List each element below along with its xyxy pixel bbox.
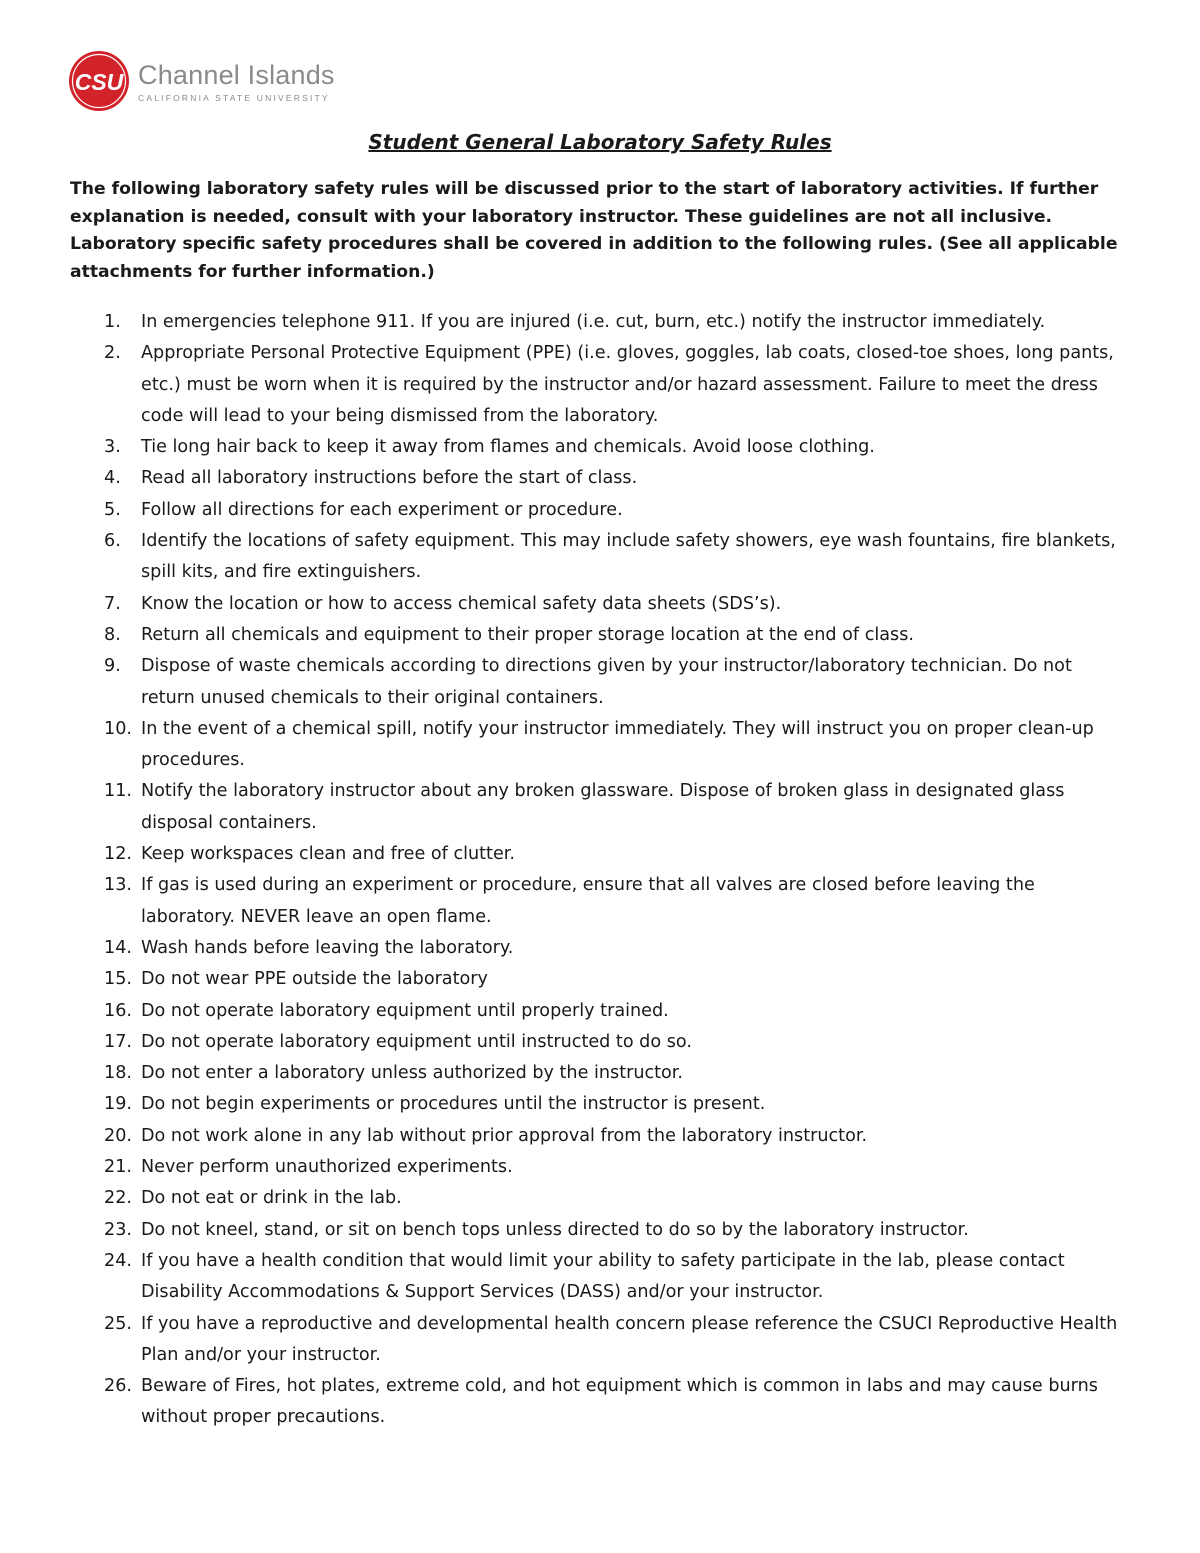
rule-number: 26. bbox=[104, 1376, 132, 1397]
rule-number: 20. bbox=[104, 1125, 132, 1146]
rule-item bbox=[104, 338, 1128, 432]
rule-number: 8. bbox=[104, 624, 121, 645]
rule-number: 9. bbox=[104, 656, 121, 677]
rule-item bbox=[104, 870, 1128, 933]
rule-item bbox=[104, 839, 1128, 870]
rules-list bbox=[104, 307, 1128, 1434]
rule-item bbox=[104, 589, 1128, 620]
rule-item bbox=[104, 1027, 1128, 1058]
rule-item bbox=[104, 526, 1128, 589]
rule-item bbox=[104, 307, 1128, 338]
rule-item bbox=[104, 776, 1128, 839]
csu-logo-mark bbox=[68, 50, 130, 112]
rule-number: 23. bbox=[104, 1219, 132, 1240]
document-title: Student General Laboratory Safety Rules bbox=[368, 130, 832, 154]
logo-name: Channel Islands bbox=[138, 59, 335, 90]
rule-text: Return all chemicals and equipment to their proper storage location at the end of class. bbox=[141, 624, 914, 645]
rule-text: Do not operate laboratory equipment until properly trained. bbox=[141, 1000, 669, 1021]
rule-number: 10. bbox=[104, 718, 132, 739]
rule-text: Do not operate laboratory equipment until instructed to do so. bbox=[141, 1031, 692, 1052]
logo-wordmark bbox=[138, 60, 335, 103]
rule-text: Never perform unauthorized experiments. bbox=[141, 1157, 513, 1178]
rule-number: 7. bbox=[104, 593, 121, 614]
rule-number: 14. bbox=[104, 937, 132, 958]
rule-text: Keep workspaces clean and free of clutter. bbox=[141, 844, 515, 865]
rule-number: 25. bbox=[104, 1313, 132, 1334]
rule-number: 5. bbox=[104, 499, 121, 520]
rule-text: Do not work alone in any lab without prior approval from the laboratory instructor. bbox=[141, 1125, 868, 1146]
rule-item bbox=[104, 1183, 1128, 1214]
rule-item bbox=[104, 964, 1128, 995]
rule-text: Do not wear PPE outside the laboratory bbox=[141, 969, 488, 990]
rule-number: 4. bbox=[104, 468, 121, 489]
rule-item bbox=[104, 620, 1128, 651]
rule-text: Beware of Fires, hot plates, extreme cold, and hot equipment which is common in labs and may cause burns without proper precautions. bbox=[141, 1376, 1098, 1428]
rule-text: Dispose of waste chemicals according to directions given by your instructor/laboratory technician. Do not return unused chemicals to their original containers. bbox=[141, 656, 1072, 708]
rule-item bbox=[104, 1309, 1128, 1372]
rule-item bbox=[104, 1371, 1128, 1434]
rule-text: Read all laboratory instructions before the start of class. bbox=[141, 468, 638, 489]
rule-number: 17. bbox=[104, 1031, 132, 1052]
rule-number: 6. bbox=[104, 531, 121, 552]
logo-subtitle: CALIFORNIA STATE UNIVERSITY bbox=[138, 92, 330, 103]
rule-text: Do not begin experiments or procedures until the instructor is present. bbox=[141, 1094, 766, 1115]
rule-item bbox=[104, 651, 1128, 714]
rule-item bbox=[104, 495, 1128, 526]
rule-number: 1. bbox=[104, 312, 121, 332]
rule-number: 16. bbox=[104, 1000, 132, 1021]
intro-paragraph: The following laboratory safety rules will be discussed prior to the start of laboratory activities. If further explanation is needed, consult with your laboratory instructor. These guidelines are not all inclusive. Laboratory specific safety procedures shall be covered in addition to the following rules. (See all applicable attachments for further information.) bbox=[70, 179, 1118, 282]
rule-text: Tie long hair back to keep it away from flames and chemicals. Avoid loose clothing. bbox=[141, 437, 875, 458]
rule-text: Do not eat or drink in the lab. bbox=[141, 1188, 402, 1209]
rule-number: 19. bbox=[104, 1094, 132, 1115]
rule-number: 2. bbox=[104, 343, 121, 364]
rule-text: If you have a health condition that would limit your ability to safety participate in the lab, please contact Disability Accommodations & Support Services (DASS) and/or your instructor. bbox=[141, 1250, 1065, 1303]
rule-text: Wash hands before leaving the laboratory. bbox=[141, 937, 514, 958]
rule-text: Identify the locations of safety equipment. This may include safety showers, eye wash fountains, fire blankets, spill kits, and fire extinguishers. bbox=[141, 531, 1116, 583]
rule-item bbox=[104, 463, 1128, 494]
rule-text: Notify the laboratory instructor about any broken glassware. Dispose of broken glass in designated glass disposal containers. bbox=[141, 781, 1065, 833]
rule-text: If you have a reproductive and developmental health concern please reference the CSUCI Reproductive Health Plan and/or your instructor. bbox=[141, 1313, 1118, 1365]
rule-number: 15. bbox=[104, 969, 132, 990]
rule-number: 21. bbox=[104, 1157, 132, 1178]
rule-number: 3. bbox=[104, 437, 121, 458]
rule-text: In emergencies telephone 911. If you are injured (i.e. cut, burn, etc.) notify the instructor immediately. bbox=[141, 312, 1046, 332]
rule-number: 11. bbox=[104, 781, 132, 802]
rule-item bbox=[104, 714, 1128, 777]
rule-number: 13. bbox=[104, 875, 132, 896]
rule-number: 22. bbox=[104, 1188, 132, 1209]
rule-text: Do not kneel, stand, or sit on bench tops unless directed to do so by the laboratory instructor. bbox=[141, 1219, 969, 1240]
university-logo bbox=[68, 50, 335, 112]
rule-item bbox=[104, 1089, 1128, 1120]
rule-item bbox=[104, 1246, 1128, 1309]
rule-number: 12. bbox=[104, 844, 132, 865]
rule-item bbox=[104, 432, 1128, 463]
rule-item bbox=[104, 996, 1128, 1027]
rule-text: In the event of a chemical spill, notify your instructor immediately. They will instruct you on proper clean-up procedures. bbox=[141, 718, 1094, 771]
rule-text: Do not enter a laboratory unless authorized by the instructor. bbox=[141, 1063, 684, 1084]
rule-item bbox=[104, 1215, 1128, 1246]
rule-text: Know the location or how to access chemical safety data sheets (SDS’s). bbox=[141, 593, 782, 614]
rule-item bbox=[104, 1058, 1128, 1089]
rule-item bbox=[104, 1121, 1128, 1152]
rule-number: 18. bbox=[104, 1063, 132, 1084]
rule-text: Follow all directions for each experiment or procedure. bbox=[141, 499, 623, 520]
rule-text: Appropriate Personal Protective Equipment (PPE) (i.e. gloves, goggles, lab coats, closed-toe shoes, long pants, etc.) must be worn when it is required by the instructor and/or hazard assessment. Failure to meet the dress code will lead to your being dismissed from the laboratory. bbox=[141, 343, 1114, 426]
logo-mark-letters: CSU bbox=[74, 69, 124, 95]
rule-text: If gas is used during an experiment or procedure, ensure that all valves are closed before leaving the laboratory. NEVER leave an open flame. bbox=[141, 875, 1035, 927]
rule-item bbox=[104, 933, 1128, 964]
rule-item bbox=[104, 1152, 1128, 1183]
rule-number: 24. bbox=[104, 1250, 132, 1271]
